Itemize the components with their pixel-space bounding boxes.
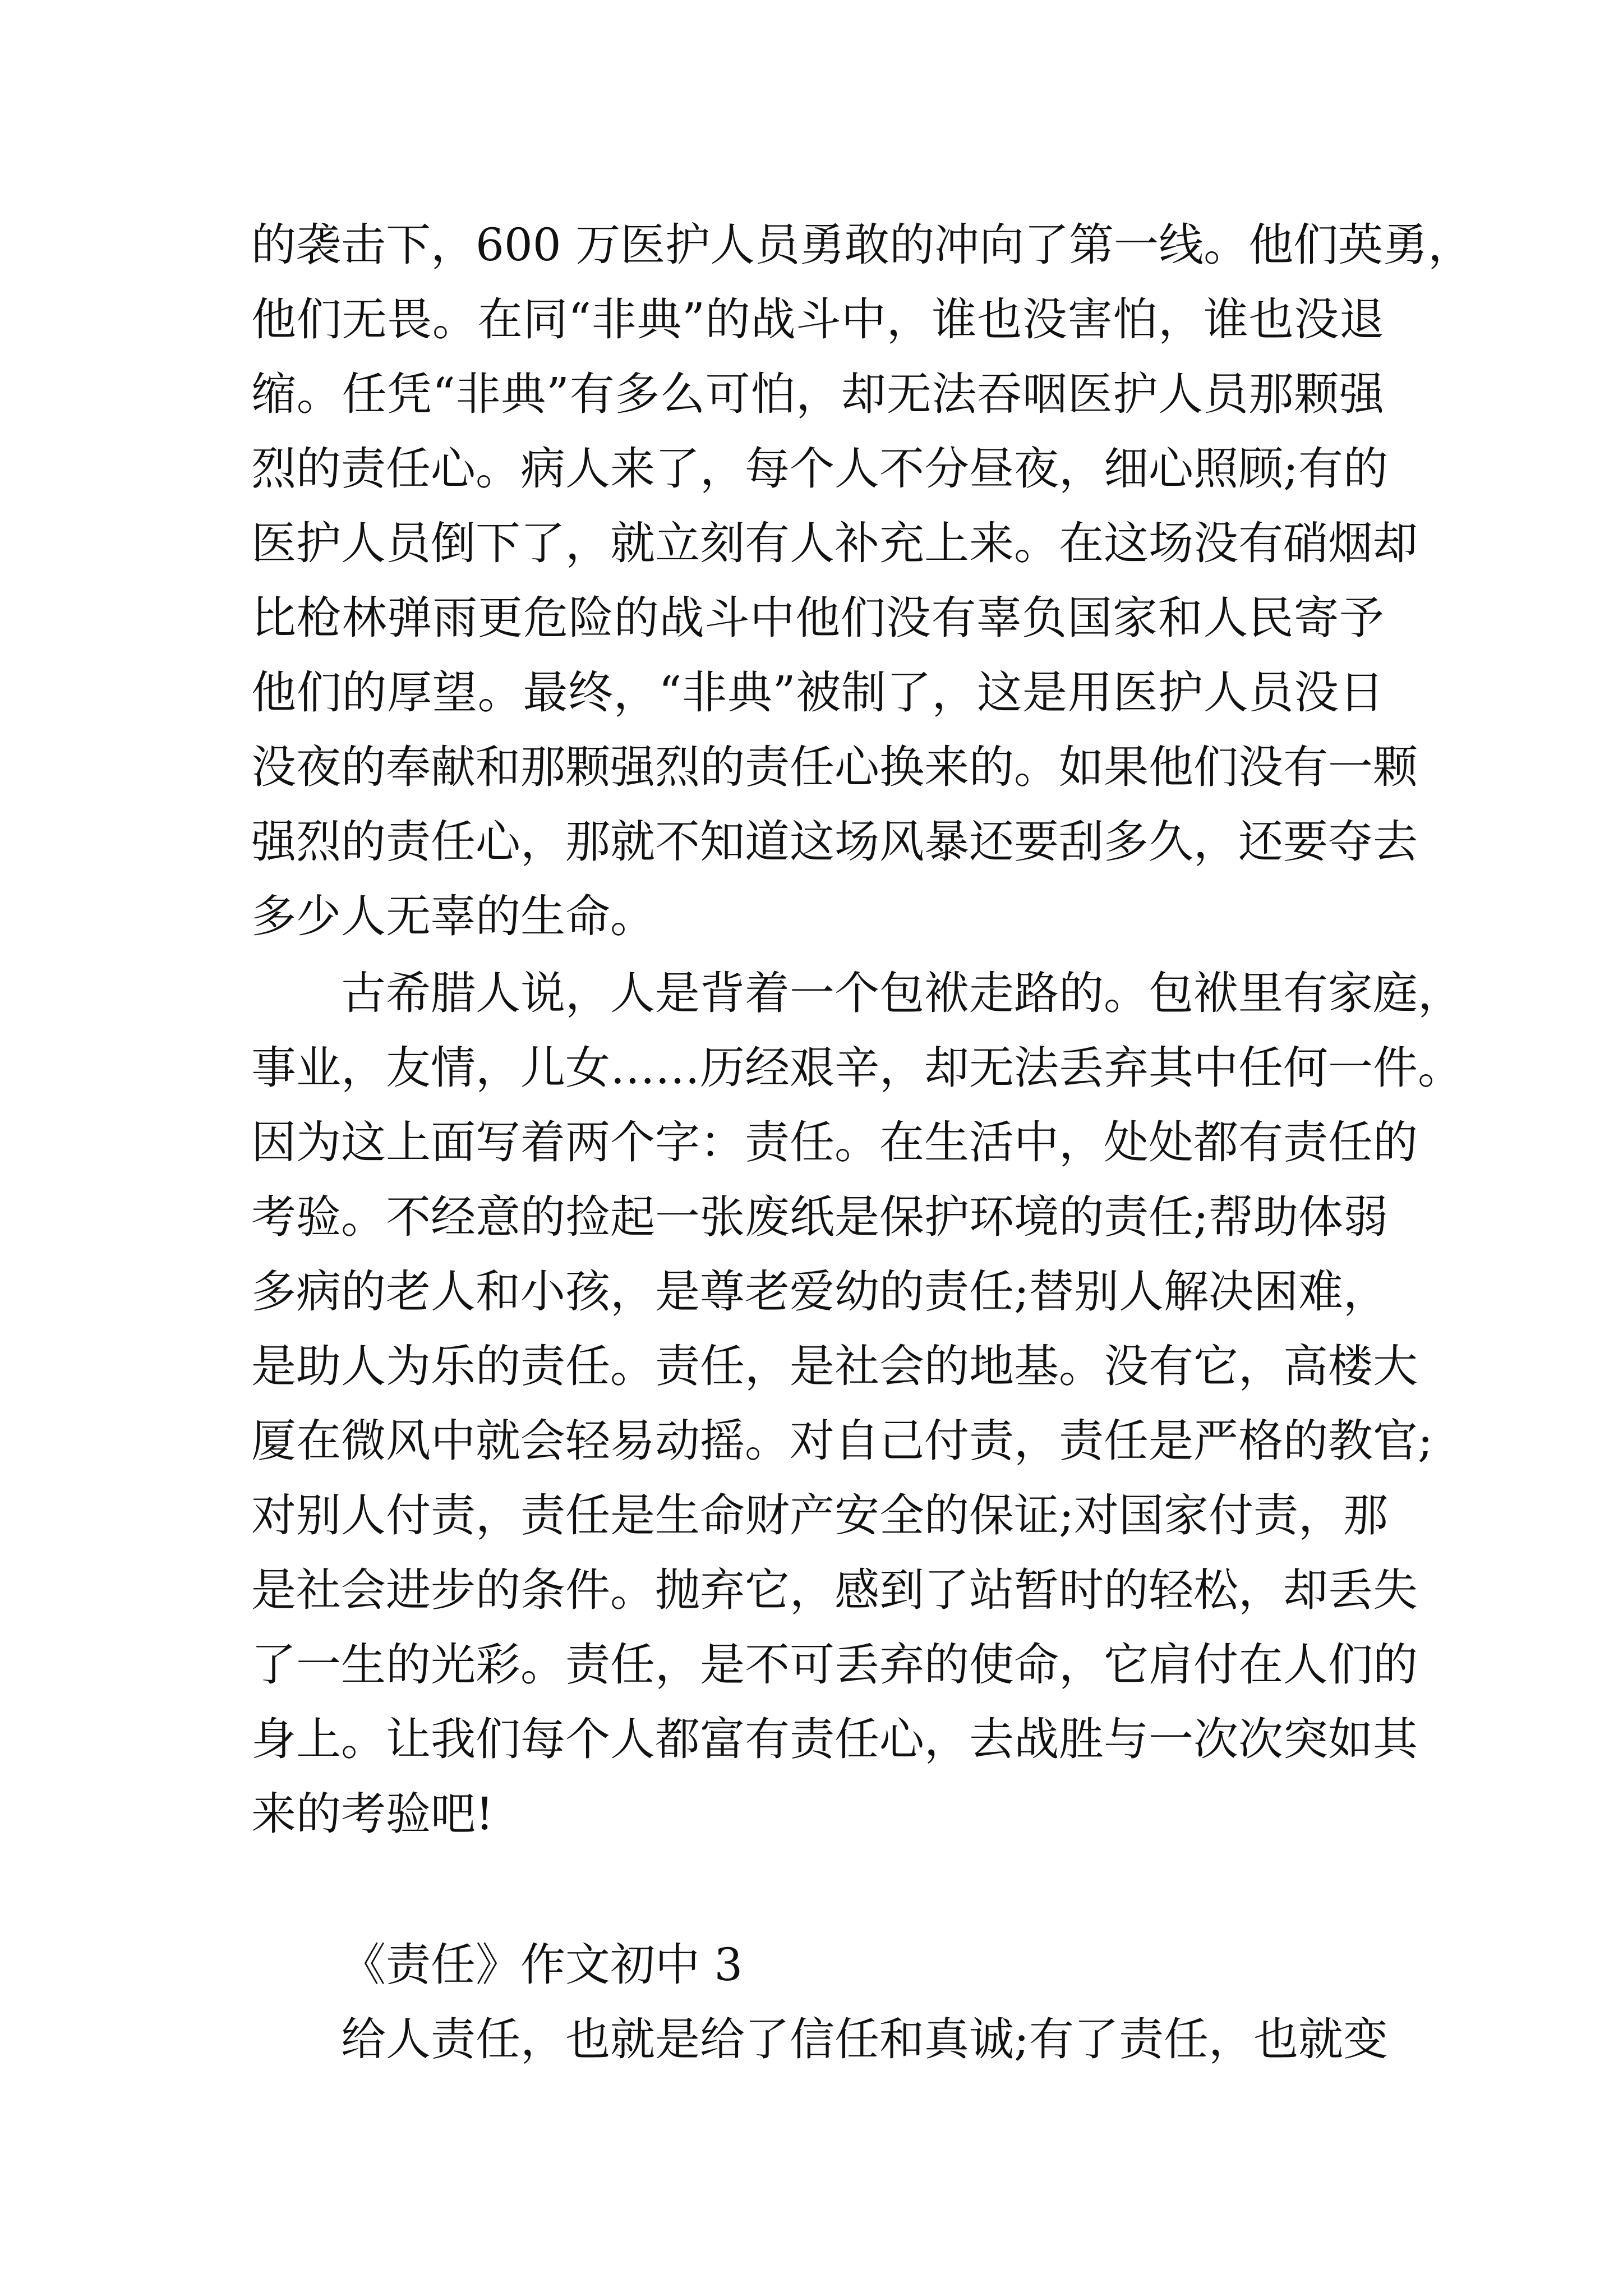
text-line: 多少人无辜的生命。 bbox=[251, 890, 655, 942]
text-line: 因为这上面写着两个字：责任。在生活中，处处都有责任的 bbox=[251, 1116, 1418, 1168]
text-line: 医护人员倒下了，就立刻有人补充上来。在这场没有硝烟却 bbox=[251, 517, 1418, 569]
heading-text: 《责任》作文初中 3 bbox=[341, 1939, 743, 1991]
text-line: 来的考验吧! bbox=[251, 1788, 494, 1840]
text-line: 他们的厚望。最终，“非典”被制了，这是用医护人员没日 bbox=[251, 666, 1384, 719]
text-line: 了一生的光彩。责任，是不可丢弃的使命，它肩付在人们的 bbox=[251, 1639, 1418, 1691]
text-line: 给人责任，也就是给了信任和真诚;有了责任，也就变 bbox=[341, 2013, 1388, 2065]
text-line: 是助人为乐的责任。责任，是社会的地基。没有它，高楼大 bbox=[251, 1340, 1418, 1392]
text-line: 考验。不经意的捡起一张废纸是保护环境的责任;帮助体弱 bbox=[251, 1191, 1388, 1243]
paragraph-3 bbox=[251, 2002, 1388, 2077]
text-line: 是社会进步的条件。抛弃它，感到了站暂时的轻松，却丢失 bbox=[251, 1564, 1418, 1616]
text-line: 的袭击下，600 万医护人员勇敢的冲向了第一线。他们英勇， bbox=[251, 219, 1473, 271]
text-line: 比枪林弹雨更危险的战斗中他们没有辜负国家和人民寄予 bbox=[251, 592, 1384, 644]
paragraph-2 bbox=[251, 956, 1463, 1851]
text-line: 厦在微风中就会轻易动摇。对自己付责，责任是严格的教官; bbox=[251, 1415, 1433, 1467]
text-line: 身上。让我们每个人都富有责任心，去战胜与一次次突如其 bbox=[251, 1713, 1418, 1765]
text-line: 对别人付责，责任是生命财产安全的保证;对国家付责，那 bbox=[251, 1489, 1388, 1542]
text-line: 他们无畏。在同“非典”的战斗中，谁也没害怕，谁也没退 bbox=[251, 293, 1384, 346]
text-line: 缩。任凭“非典”有多么可怕，却无法吞咽医护人员那颗强 bbox=[251, 368, 1384, 420]
text-line: 多病的老人和小孩，是尊老爱幼的责任;替别人解决困难， bbox=[251, 1266, 1388, 1318]
text-line: 没夜的奉献和那颗强烈的责任心换来的。如果他们没有一颗 bbox=[251, 741, 1418, 793]
text-line: 古希腊人说，人是背着一个包袱走路的。包袱里有家庭， bbox=[341, 967, 1463, 1019]
section-heading bbox=[251, 1927, 1384, 2002]
text-line: 烈的责任心。病人来了，每个人不分昼夜，细心照顾;有的 bbox=[251, 443, 1388, 495]
text-line: 强烈的责任心，那就不知道这场风暴还要刮多久，还要夺去 bbox=[251, 816, 1418, 868]
paragraph-1 bbox=[251, 208, 1473, 954]
text-line: 事业，友情，儿女……历经艰辛，却无法丢弃其中任何一件。 bbox=[251, 1042, 1463, 1094]
